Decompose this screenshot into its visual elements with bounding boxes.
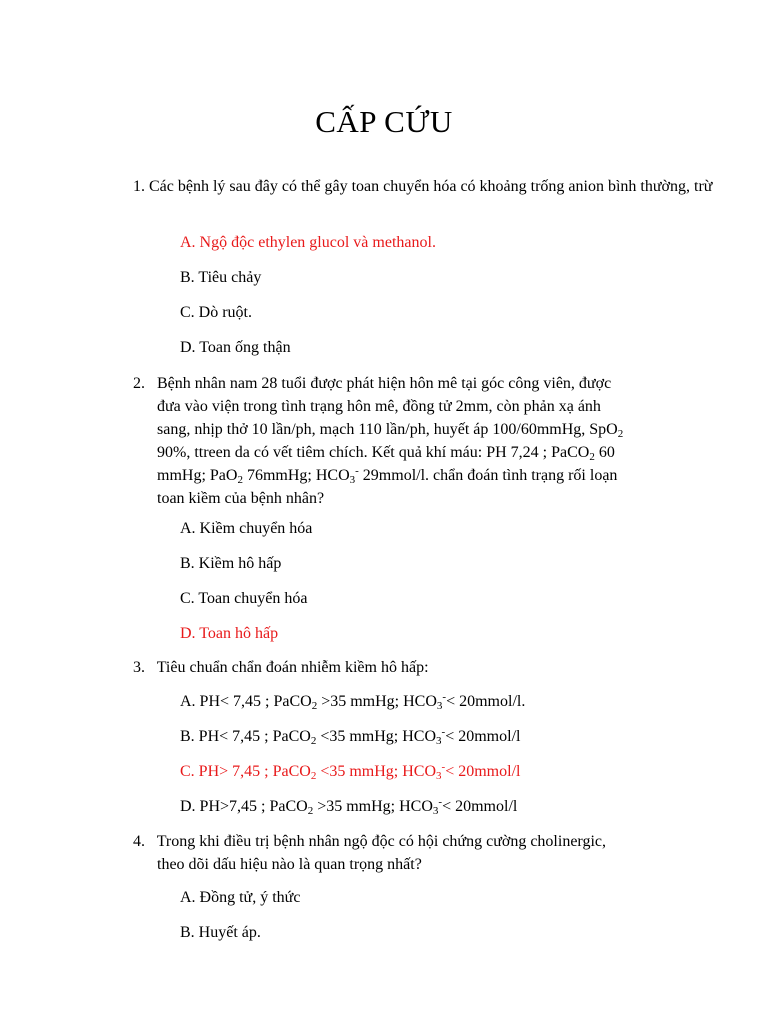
question-4-option-a: A. Đồng tử, ý thức [180, 889, 301, 906]
question-2-number: 2. [133, 375, 145, 392]
question-2-option-d: D. Toan hô hấp [180, 625, 279, 642]
question-3-text: 3. Tiêu chuẩn chẩn đoán nhiễm kiềm hô hấp: [133, 659, 429, 676]
question-2-option-a: A. Kiềm chuyển hóa [180, 520, 313, 537]
question-1-option-c: C. Dò ruột. [180, 304, 252, 321]
question-2-line-4: 90%, ttreen da có vết tiêm chích. Kết quả khí máu: PH 7,24 ; PaCO$_2$ 60 [157, 444, 615, 463]
question-1-option-a: A. Ngộ độc ethylen glucol và methanol. [180, 234, 436, 251]
question-1-option-d: D. Toan ống thận [180, 339, 291, 356]
question-4-option-b: B. Huyết áp. [180, 924, 261, 941]
page-title: CẤP CỨU [315, 104, 453, 139]
question-2-option-b: B. Kiềm hô hấp [180, 555, 282, 572]
question-2-line-5: mmHg; PaO$_2$ 76mmHg; $HCO_3^-$ 29mmol/l. chẩn đoán tình trạng rối loạn [157, 465, 618, 486]
question-3-option-b: B. PH< 7,45 ; PaCO$_2$ <35 mmHg; $HCO_3^-<$ 20mmol/l [180, 726, 521, 747]
question-2-text [157, 372, 717, 510]
question-3-option-d: D. PH>7,45 ; PaCO$_2$ >35 mmHg; $HCO_3^-<$ 20mmol/l [180, 796, 518, 817]
question-4-line-2: theo dõi dấu hiệu nào là quan trọng nhất? [157, 856, 422, 873]
question-1-option-b: B. Tiêu chảy [180, 269, 262, 286]
question-2-line-1: Bệnh nhân nam 28 tuổi được phát hiện hôn mê tại góc công viên, được [157, 375, 612, 392]
question-1-text: 1. Các bệnh lý sau đây có thể gây toan chuyển hóa có khoảng trống anion bình thường, trừ [133, 178, 713, 195]
question-2-option-c: C. Toan chuyển hóa [180, 590, 308, 607]
question-2-line-2: đưa vào viện trong tình trạng hôn mê, đồng tử 2mm, còn phản xạ ánh [157, 398, 601, 415]
question-2-line-6: toan kiềm của bệnh nhân? [157, 490, 325, 507]
question-4-line-1: 4. Trong khi điều trị bệnh nhân ngộ độc có hội chứng cường cholinergic, [133, 833, 606, 850]
question-3-option-c: C. PH> 7,45 ; PaCO$_2$ <35 mmHg; $HCO_3^-<$ 20mmol/l [180, 761, 521, 782]
question-2-line-3: sang, nhịp thở 10 lần/ph, mạch 110 lần/ph, huyết áp 100/60mmHg, SpO$_2$ [157, 421, 624, 440]
question-3-option-a: A. PH< 7,45 ; PaCO$_2$ >35 mmHg; $HCO_3^-<$ 20mmol/l. [180, 691, 526, 712]
